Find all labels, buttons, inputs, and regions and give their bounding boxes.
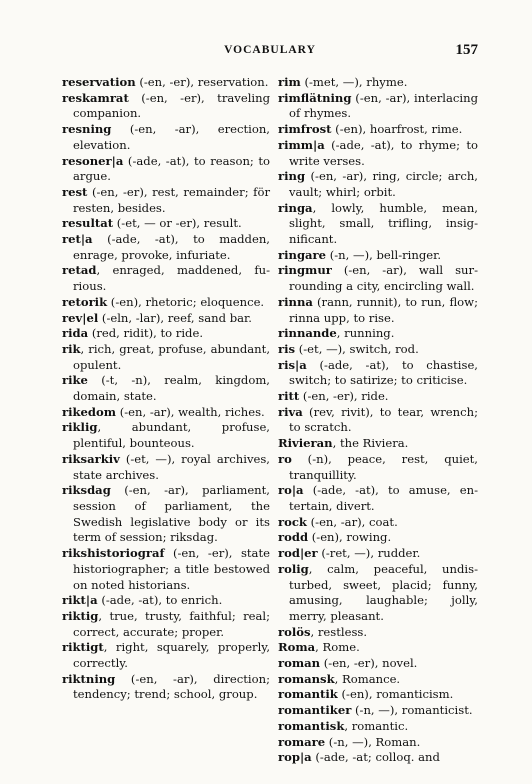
entry-definition: (-en, -ar), wall surrounding a city, encircling wall. — [289, 263, 478, 294]
entry-definition: (-en, -er), state historiographer; a title bestowed on noted historians. — [73, 546, 270, 592]
entry-definition: (-en, -ar), interlacing of rhymes. — [289, 90, 478, 121]
entry-headword: rik — [62, 341, 81, 356]
entry-definition: (-en), romanticism. — [337, 687, 454, 702]
entry-definition: (-en, -er), traveling companion. — [73, 90, 270, 121]
entry-headword: romare — [278, 734, 326, 749]
entry-headword: reskamrat — [62, 90, 129, 105]
entry-definition: (-ade, -at; colloq. and — [311, 750, 440, 765]
dictionary-entry — [278, 75, 478, 91]
entry-definition: (-et, —), royal archives, state archives. — [73, 451, 270, 482]
entry-definition: , running. — [336, 326, 395, 341]
entry-definition: (-en, -ar), wealth, riches. — [116, 404, 265, 419]
dictionary-entry — [278, 672, 478, 688]
entry-definition: (-n, —), romanticist. — [351, 703, 473, 718]
entry-definition: (-ade, -at), to amuse, entertain, divert. — [289, 483, 478, 513]
dictionary-entry — [62, 373, 270, 404]
entry-headword: rikedom — [62, 404, 117, 419]
entry-headword: ritt — [278, 389, 300, 404]
dictionary-entry — [62, 295, 270, 311]
dictionary-entry — [278, 248, 478, 264]
entry-headword: romantiker — [278, 703, 352, 718]
entry-headword: resoner|a — [62, 153, 124, 168]
entry-headword: ro — [278, 451, 292, 466]
dictionary-entry — [62, 593, 270, 609]
entry-definition: (-ret, —), rudder. — [317, 546, 421, 561]
dictionary-entry — [62, 185, 270, 216]
dictionary-entry — [278, 169, 478, 200]
entry-definition: , restless. — [310, 624, 368, 639]
entry-headword: rim — [278, 75, 301, 89]
entry-headword: roman — [278, 656, 321, 671]
entry-headword: rida — [62, 326, 89, 341]
page-header — [62, 44, 478, 62]
dictionary-entry — [62, 154, 270, 185]
dictionary-entry — [278, 656, 478, 672]
entry-headword: rimm|a — [278, 137, 325, 152]
entry-headword: Roma — [278, 640, 316, 655]
dictionary-entry — [278, 91, 478, 122]
entry-definition: , the Riviera. — [332, 436, 409, 451]
entry-headword: resning — [62, 122, 112, 137]
dictionary-entry — [278, 530, 478, 546]
dictionary-entry — [278, 515, 478, 531]
entry-definition: , lowly, humble, mean, slight, small, trifling, insignificant. — [289, 200, 478, 247]
dictionary-entry — [62, 216, 270, 232]
dictionary-entry — [62, 546, 270, 593]
entry-headword: ringmur — [278, 263, 332, 278]
entry-headword: ro|a — [278, 483, 304, 498]
dictionary-entry — [278, 295, 478, 326]
entry-definition: (red, ridit), to ride. — [88, 326, 204, 341]
entry-definition: (-en), rhetoric; eloquence. — [107, 294, 265, 309]
right-column — [278, 75, 478, 766]
dictionary-entry — [62, 122, 270, 153]
entry-definition: (-ade, -at), to chastise, switch; to satirize; to criticise. — [289, 357, 478, 388]
dictionary-entry — [278, 201, 478, 248]
dictionary-entry — [62, 420, 270, 451]
entry-headword: rod|er — [278, 546, 318, 561]
dictionary-entry — [62, 311, 270, 327]
entry-definition: (-et, — or -er), result. — [113, 216, 242, 231]
entry-definition: (-t, -n), realm, kingdom, domain, state. — [73, 373, 270, 404]
entry-definition: (-ade, -at), to reason; to argue. — [73, 153, 270, 184]
entry-definition: (-en, -ar), ring, circle; arch, vault; whirl; orbit. — [289, 169, 478, 199]
dictionary-entry — [62, 452, 270, 483]
entry-definition: (-et, —), switch, rod. — [295, 341, 419, 356]
entry-definition: , calm, peaceful, undisturbed, sweet, placid; funny, amusing, laughable; jolly, merry, pleasant. — [289, 561, 478, 623]
entry-definition: (rev, rivit), to tear, wrench; to scratch. — [289, 404, 478, 435]
entry-definition: (-n, —), Roman. — [325, 734, 421, 749]
entry-headword: retorik — [62, 294, 108, 309]
entry-headword: rev|el — [62, 310, 99, 325]
dictionary-entry — [62, 232, 270, 263]
entry-headword: romansk — [278, 671, 335, 686]
dictionary-entry — [278, 750, 478, 766]
entry-headword: Rivieran — [278, 436, 333, 451]
entry-headword: riktning — [62, 671, 116, 686]
entry-definition: (-n), peace, rest, quiet, tranquillity. — [289, 451, 478, 482]
entry-definition: (-en, -ar), erection, elevation. — [73, 122, 270, 152]
dictionary-entry — [278, 735, 478, 751]
entry-headword: rinna — [278, 294, 313, 309]
dictionary-entry — [62, 640, 270, 671]
entry-definition: , enraged, maddened, furious. — [73, 263, 270, 294]
entry-definition: (rann, runnit), to run, flow; rinna upp, to rise. — [289, 294, 478, 325]
entry-headword: resultat — [62, 216, 114, 231]
entry-headword: ret|a — [62, 232, 93, 247]
entry-definition: , rich, great, profuse, abundant, opulent. — [73, 341, 270, 372]
dictionary-entry — [278, 562, 478, 625]
dictionary-entry — [278, 405, 478, 436]
running-title: VOCABULARY — [224, 44, 316, 56]
dictionary-entry — [62, 342, 270, 373]
dictionary-entry — [278, 389, 478, 405]
dictionary-entry — [62, 326, 270, 342]
dictionary-entry — [62, 609, 270, 640]
entry-definition: , romantic. — [344, 718, 409, 733]
dictionary-entry — [278, 483, 478, 514]
entry-headword: riklig — [62, 420, 98, 435]
entry-headword: rikt|a — [62, 593, 98, 608]
entry-headword: ris — [278, 341, 296, 356]
entry-definition: , Rome. — [315, 640, 360, 655]
entry-definition: (-ade, -at), to enrich. — [97, 593, 223, 608]
entry-headword: ring — [278, 169, 306, 184]
entry-definition: (-en, -er), rest, remainder; för resten, besides. — [73, 184, 270, 215]
entry-headword: rimflätning — [278, 90, 352, 105]
entry-headword: rike — [62, 373, 88, 388]
entry-headword: riksarkiv — [62, 451, 120, 466]
entry-headword: riktigt — [62, 640, 104, 655]
entry-definition: , Romance. — [334, 671, 401, 686]
entry-definition: (-en), rowing. — [308, 530, 392, 545]
entry-definition: (-en, -er), reservation. — [135, 75, 269, 89]
dictionary-entry — [62, 91, 270, 122]
dictionary-entry — [278, 263, 478, 294]
entry-definition: , abundant, profuse, plentiful, bounteous. — [73, 420, 270, 451]
entry-definition: (-ade, -at), to madden, enrage, provoke, infuriate. — [73, 232, 270, 262]
entry-headword: romantisk — [278, 718, 345, 733]
dictionary-entry — [278, 687, 478, 703]
dictionary-entry — [278, 138, 478, 169]
entry-headword: retad — [62, 263, 97, 278]
entry-headword: riksdag — [62, 483, 111, 498]
entry-definition: (-n, —), bell-ringer. — [326, 247, 442, 262]
entry-definition: (-en, -er), ride. — [299, 389, 389, 404]
entry-definition: (-en, -ar), parliament, session of parliament, the Swedish legislative body or its term of session; riksdag. — [73, 483, 270, 545]
entry-headword: riktig — [62, 608, 99, 623]
entry-headword: reservation — [62, 75, 136, 89]
dictionary-entry — [278, 326, 478, 342]
dictionary-entry — [62, 405, 270, 421]
entry-definition: (-en, -ar), direction; tendency; trend; school, group. — [73, 671, 270, 702]
dictionary-entry — [278, 625, 478, 641]
entry-headword: ris|a — [278, 357, 307, 372]
entry-definition: (-met, —), rhyme. — [300, 75, 408, 89]
entry-headword: rock — [278, 514, 307, 529]
dictionary-entry — [278, 342, 478, 358]
dictionary-entry — [278, 122, 478, 138]
dictionary-entry — [278, 719, 478, 735]
dictionary-entry — [278, 703, 478, 719]
left-column — [62, 75, 270, 703]
entry-headword: rolös — [278, 624, 311, 639]
entry-headword: rop|a — [278, 750, 312, 765]
dictionary-entry — [278, 546, 478, 562]
entry-definition: (-en, -ar), coat. — [306, 514, 398, 529]
entry-headword: riva — [278, 404, 303, 419]
dictionary-entry — [62, 483, 270, 546]
entry-definition: (-en), hoarfrost, rime. — [331, 122, 463, 137]
dictionary-entry — [278, 640, 478, 656]
entry-headword: romantik — [278, 687, 338, 702]
dictionary-entry — [62, 263, 270, 294]
entry-definition: (-ade, -at), to rhyme; to write verses. — [289, 137, 478, 168]
entry-headword: rolig — [278, 561, 309, 576]
page-number: 157 — [455, 42, 478, 58]
dictionary-entry — [278, 436, 478, 452]
entry-definition: (-eln, -lar), reef, sand bar. — [98, 310, 252, 325]
entry-definition: , true, trusty, faithful; real; correct, accurate; proper. — [73, 608, 270, 639]
entry-headword: rikshistoriograf — [62, 546, 165, 561]
entry-headword: ringare — [278, 247, 327, 262]
dictionary-entry — [278, 452, 478, 483]
dictionary-entry — [62, 672, 270, 703]
dictionary-entry — [278, 358, 478, 389]
entry-headword: rest — [62, 184, 88, 199]
entry-definition: (-en, -er), novel. — [320, 656, 418, 671]
entry-headword: rimfrost — [278, 122, 332, 137]
entry-headword: rinnande — [278, 326, 337, 341]
entry-headword: rodd — [278, 530, 309, 545]
entry-definition: , right, squarely, properly, correctly. — [73, 640, 270, 671]
entry-headword: ringa — [278, 200, 313, 215]
dictionary-entry — [62, 75, 270, 91]
